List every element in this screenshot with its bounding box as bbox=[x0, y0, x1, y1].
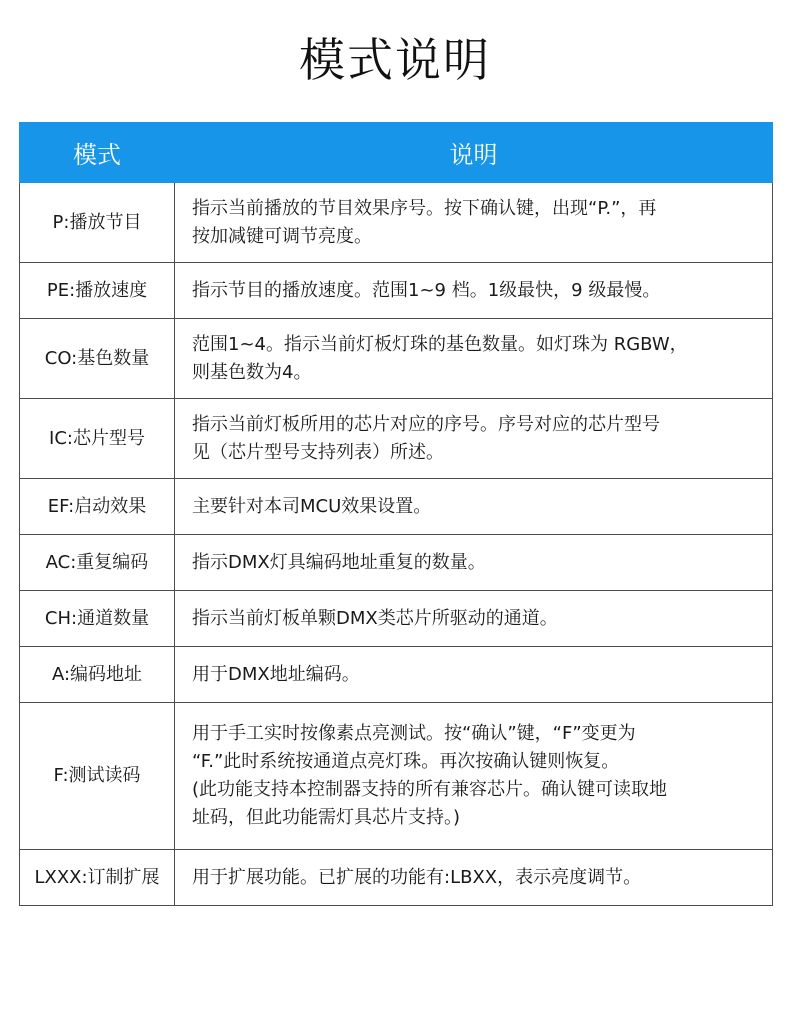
mode-cell: CH:通道数量 bbox=[20, 591, 175, 647]
description-line: “F.”此时系统按通道点亮灯珠。再次按确认键则恢复。 bbox=[192, 751, 620, 772]
description-cell bbox=[175, 591, 773, 647]
description-cell bbox=[175, 183, 773, 263]
description-line: 指示当前灯板所用的芯片对应的序号。序号对应的芯片型号 bbox=[192, 413, 660, 435]
description-cell bbox=[175, 535, 773, 591]
header-description: 说明 bbox=[175, 123, 773, 183]
mode-cell: IC:芯片型号 bbox=[20, 399, 175, 479]
table-row bbox=[20, 703, 773, 850]
description-line: 主要针对本司MCU效果设置。 bbox=[192, 495, 432, 517]
mode-table bbox=[19, 122, 773, 906]
table-row bbox=[20, 319, 773, 399]
description-line: 指示当前灯板单颗DMX类芯片所驱动的通道。 bbox=[192, 607, 558, 629]
description-line: 用于DMX地址编码。 bbox=[192, 663, 360, 685]
mode-cell: CO:基色数量 bbox=[20, 319, 175, 399]
description-line: 用于扩展功能。已扩展的功能有:LBXX，表示亮度调节。 bbox=[192, 866, 642, 888]
table-header-row bbox=[20, 123, 773, 183]
description-cell bbox=[175, 263, 773, 319]
description-cell bbox=[175, 850, 773, 906]
table-row bbox=[20, 591, 773, 647]
description-cell bbox=[175, 479, 773, 535]
table-row bbox=[20, 263, 773, 319]
mode-cell: P:播放节目 bbox=[20, 183, 175, 263]
description-line: (此功能支持本控制器支持的所有兼容芯片。确认键可读取地 bbox=[192, 779, 668, 800]
header-mode: 模式 bbox=[20, 123, 175, 183]
description-line: 指示节目的播放速度。范围1~9 档。1级最快，9 级最慢。 bbox=[192, 279, 661, 301]
mode-cell: EF:启动效果 bbox=[20, 479, 175, 535]
table-row bbox=[20, 479, 773, 535]
table-row bbox=[20, 647, 773, 703]
description-line: 见（芯片型号支持列表）所述。 bbox=[192, 441, 444, 463]
description-cell bbox=[175, 703, 773, 850]
table-row bbox=[20, 850, 773, 906]
description-line: 指示当前播放的节目效果序号。按下确认键，出现“P.”，再 bbox=[192, 197, 657, 219]
description-line: 范围1~4。指示当前灯板灯珠的基色数量。如灯珠为 RGBW， bbox=[192, 333, 688, 355]
mode-cell: PE:播放速度 bbox=[20, 263, 175, 319]
description-cell bbox=[175, 319, 773, 399]
mode-cell: AC:重复编码 bbox=[20, 535, 175, 591]
mode-cell: LXXX:订制扩展 bbox=[20, 850, 175, 906]
table-row bbox=[20, 535, 773, 591]
description-line: 用于手工实时按像素点亮测试。按“确认”键，“F”变更为 bbox=[192, 723, 636, 744]
description-cell bbox=[175, 647, 773, 703]
table-row bbox=[20, 399, 773, 479]
mode-cell: F:测试读码 bbox=[20, 703, 175, 850]
description-line: 则基色数为4。 bbox=[192, 361, 312, 383]
table-row bbox=[20, 183, 773, 263]
description-line: 址码，但此功能需灯具芯片支持。) bbox=[192, 807, 461, 828]
description-cell bbox=[175, 399, 773, 479]
page-title: 模式说明 bbox=[299, 33, 491, 87]
description-line: 按加减键可调节亮度。 bbox=[192, 225, 372, 247]
mode-cell: A:编码地址 bbox=[20, 647, 175, 703]
description-line: 指示DMX灯具编码地址重复的数量。 bbox=[192, 551, 486, 573]
